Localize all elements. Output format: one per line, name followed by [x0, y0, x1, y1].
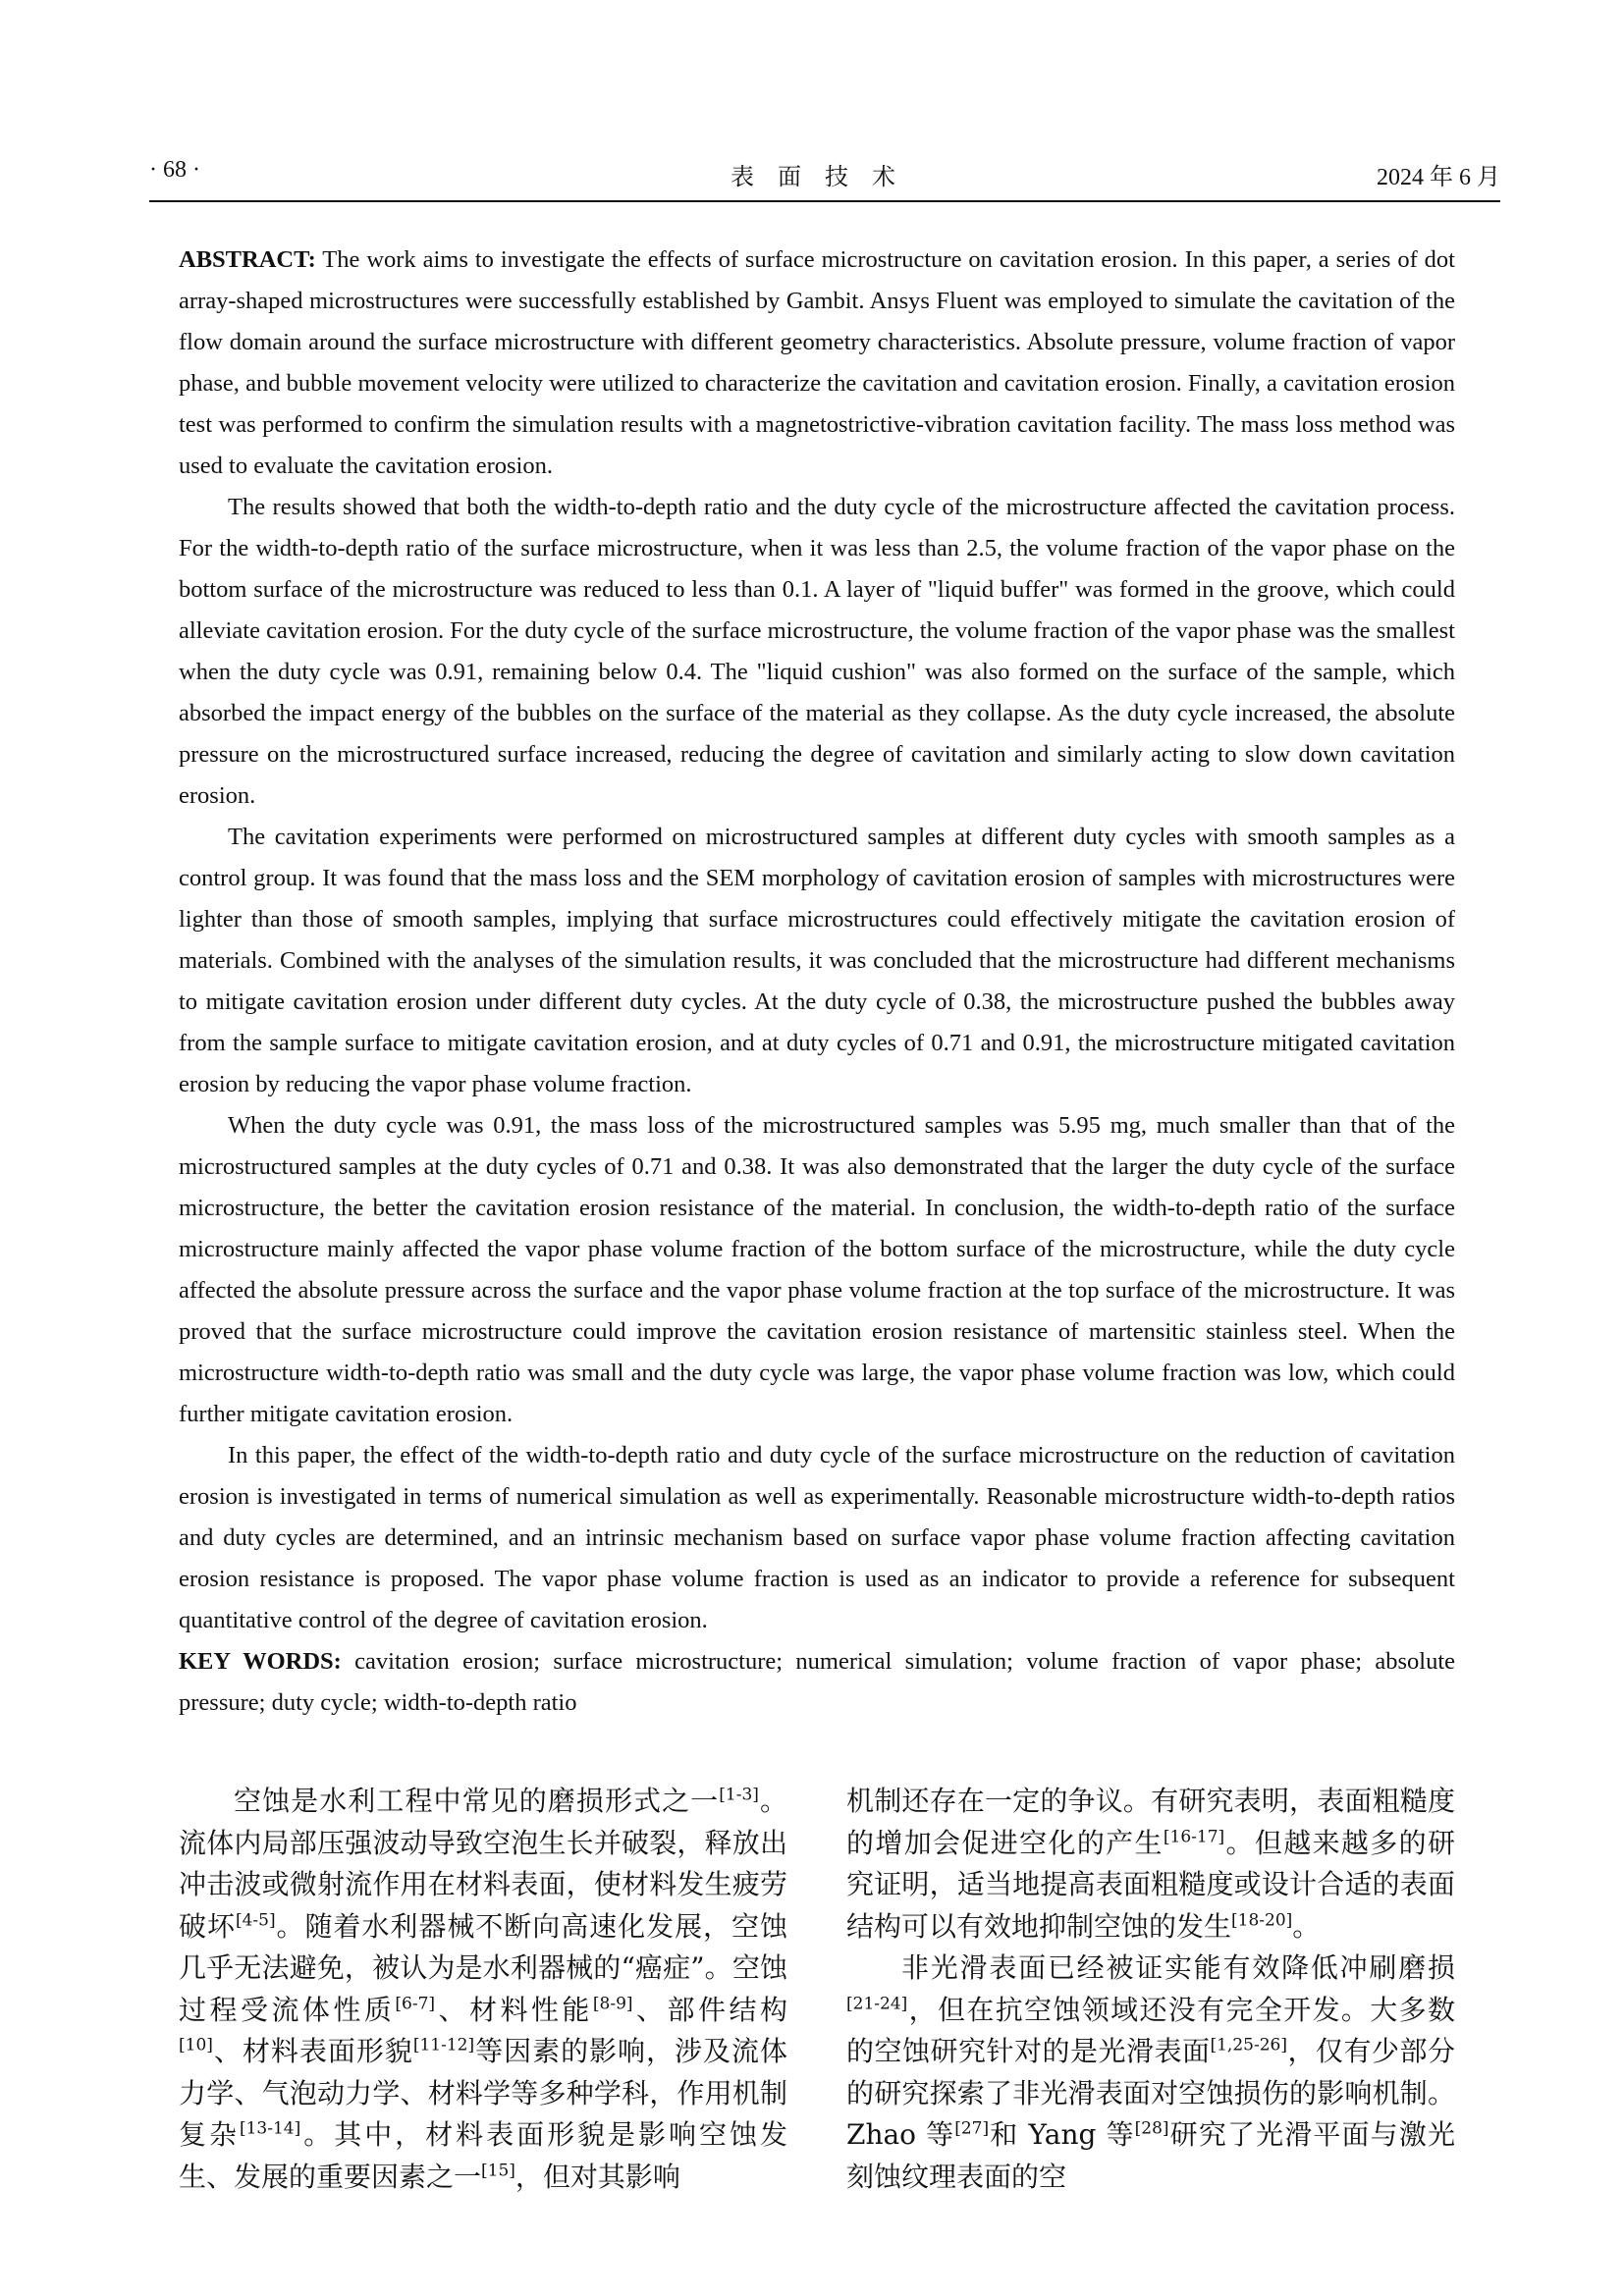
abstract-text: The work aims to investigate the effects of surface microstructure on cavitation erosion. In this paper, a series of dot array-shaped microstructures were successfully established by Gambit. Ansys Fluent was employed to simulate the cavitation of the flow domain around the surface microstructure with different geometry characteristics. Absolute pressure, volume fraction of vapor phase, and bubble movement velocity were utilized to characterize the cavitation and cavitation erosion. Finally, a cavitation erosion test was performed to confirm the simulation results with a magnetostrictive-vibration cavitation facility. The mass loss method was used to evaluate the cavitation erosion.	[179, 246, 1455, 479]
citation-ref[interactable]: [28]	[1134, 2118, 1169, 2139]
journal-name: 表面技术	[731, 165, 919, 190]
abstract-paragraph: The results showed that both the width-to-depth ratio and the duty cycle of the microstructure affected the cavitation process. For the width-to-depth ratio of the surface microstructure, when it was less than 2.5, the volume fraction of the vapor phase on the bottom surface of the microstructure was reduced to less than 0.1. A layer of "liquid buffer" was formed in the groove, which could alleviate cavitation erosion. For the duty cycle of the surface microstructure, the volume fraction of the vapor phase was the smallest when the duty cycle was 0.91, remaining below 0.4. The "liquid cushion" was also formed on the surface of the sample, which absorbed the impact energy of the bubbles on the surface of the material as they collapse. As the duty cycle increased, the absolute pressure on the microstructured surface increased, reducing the degree of cavitation and similarly acting to slow down cavitation erosion.	[179, 494, 1455, 809]
abstract-paragraph	[179, 240, 1455, 487]
abstract-paragraph: In this paper, the effect of the width-to-depth ratio and duty cycle of the surface microstructure on the reduction of cavitation erosion is investigated in terms of numerical simulation as well as experimentally. Reasonable microstructure width-to-depth ratios and duty cycles are determined, and an intrinsic mechanism based on surface vapor phase volume fraction affecting cavitation erosion resistance is proposed. The vapor phase volume fraction is used as an indicator to provide a reference for subsequent quantitative control of the degree of cavitation erosion.	[179, 1442, 1455, 1633]
body-paragraph: 空蚀是水利工程中常见的磨损形式之一[1-3]。流体内局部压强波动导致空泡生长并破裂，释放出冲击波或微射流作用在材料表面，使材料发生疲劳破坏[4-5]。随着水利器械不断向高速化发展，空蚀几乎无法避免，被认为是水利器械的“癌症”。空蚀过程受流体性质[6-7]、材料性能[8-9]、部件结构[10]、材料表面形貌[11-12]等因素的影响，涉及流体力学、气泡动力学、材料学等多种学科，作用机制复杂[13-14]。其中，材料表面形貌是影响空蚀发生、发展的重要因素之一[15]，但对其影响	[179, 1785, 787, 2193]
citation-ref[interactable]: [16-17]	[1163, 1827, 1225, 1847]
citation-ref[interactable]: [11-12]	[412, 2035, 475, 2056]
body-paragraph: 非光滑表面已经被证实能有效降低冲刷磨损[21-24]，但在抗空蚀领域还没有完全开发。大多数的空蚀研究针对的是光滑表面[1,25-26]，仅有少部分的研究探索了非光滑表面对空蚀损伤的影响机制。Zhao 等[27]和 Yang 等[28]研究了光滑平面与激光刻蚀纹理表面的空	[846, 1951, 1455, 2193]
abstract-label: ABSTRACT:	[179, 246, 316, 273]
body-paragraph: 机制还存在一定的争议。有研究表明，表面粗糙度的增加会促进空化的产生[16-17]。但越来越多的研究证明，适当地提高表面粗糙度或设计合适的表面结构可以有效地抑制空蚀的发生[18-20]。	[846, 1785, 1455, 1943]
english-abstract	[179, 240, 1455, 1724]
running-header	[149, 157, 1500, 196]
citation-ref[interactable]: [27]	[954, 2118, 990, 2139]
citation-ref[interactable]: [10]	[179, 2035, 213, 2056]
body-column-right	[846, 1781, 1455, 2198]
keywords-paragraph	[179, 1641, 1455, 1724]
abstract-paragraph: When the duty cycle was 0.91, the mass loss of the microstructured samples was 5.95 mg, much smaller than that of the microstructured samples at the duty cycles of 0.71 and 0.38. It was also demonstrated that the larger the duty cycle of the surface microstructure, the better the cavitation erosion resistance of the material. In conclusion, the width-to-depth ratio of the surface microstructure mainly affected the vapor phase volume fraction of the bottom surface of the microstructure, while the duty cycle affected the absolute pressure across the surface and the vapor phase volume fraction at the top surface of the microstructure. It was proved that the surface microstructure could improve the cavitation erosion resistance of martensitic stainless steel. When the microstructure width-to-depth ratio was small and the duty cycle was large, the vapor phase volume fraction was low, which could further mitigate cavitation erosion.	[179, 1112, 1455, 1427]
citation-ref[interactable]: [13-14]	[239, 2118, 301, 2139]
keywords-text: cavitation erosion; surface microstructure; numerical simulation; volume fraction of vapor phase; absolute pressure; duty cycle; width-to-depth ratio	[179, 1648, 1456, 1716]
citation-ref[interactable]: [1-3]	[719, 1785, 759, 1805]
keywords-label: KEY WORDS:	[179, 1648, 342, 1675]
citation-ref[interactable]: [15]	[481, 2161, 515, 2181]
citation-ref[interactable]: [18-20]	[1231, 1910, 1293, 1931]
issue-date: 2024 年 6 月	[1377, 165, 1500, 190]
citation-ref[interactable]: [4-5]	[235, 1910, 276, 1931]
abstract-paragraph: The cavitation experiments were performed on microstructured samples at different duty cycles with smooth samples as a control group. It was found that the mass loss and the SEM morphology of cavitation erosion of samples with microstructures were lighter than those of smooth samples, implying that surface microstructures could effectively mitigate the cavitation erosion of materials. Combined with the analyses of the simulation results, it was concluded that the microstructure had different mechanisms to mitigate cavitation erosion under different duty cycles. At the duty cycle of 0.38, the microstructure pushed the bubbles away from the sample surface to mitigate cavitation erosion, and at duty cycles of 0.71 and 0.91, the microstructure mitigated cavitation erosion by reducing the vapor phase volume fraction.	[179, 824, 1455, 1097]
header-rule	[149, 200, 1500, 202]
citation-ref[interactable]: [8-9]	[592, 1994, 633, 2014]
body-column-left	[179, 1781, 787, 2198]
citation-ref[interactable]: [21-24]	[846, 1994, 908, 2014]
citation-ref[interactable]: [6-7]	[395, 1994, 436, 2014]
citation-ref[interactable]: [1,25-26]	[1210, 2035, 1287, 2056]
page-number: · 68 ·	[149, 157, 200, 183]
